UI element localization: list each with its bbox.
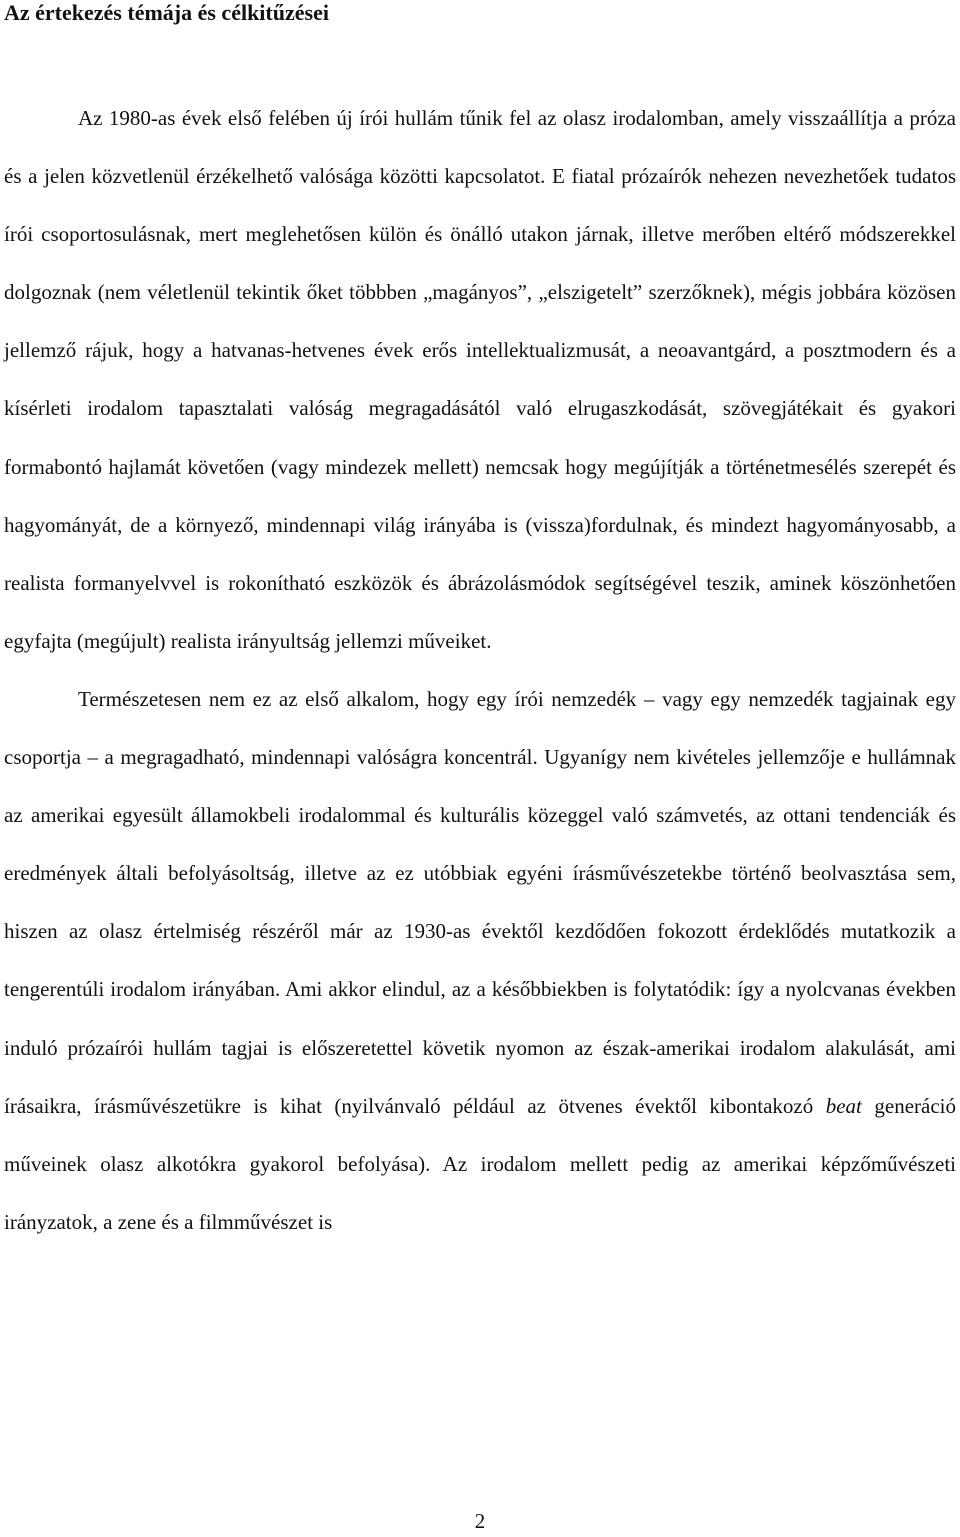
- page-number: 2: [474, 1509, 486, 1533]
- section-heading: Az értekezés témája és célkitűzései: [4, 0, 329, 25]
- italic-term: beat: [825, 1093, 862, 1118]
- paragraph-1: [4, 89, 956, 670]
- text-segment: Az 1980-as évek első felében új írói hullám tűnik fel az olasz irodalomban, amely visszaállítja a próza és a jelen közvetlenül érzékelhető valósága közötti kapcsolatot. E fiatal prózaírók nehezen nevezhetőek tudatos írói csoportosulásnak, mert meglehetősen külön és önálló utakon járnak, illetve merőben eltérő módszerekkel dolgoznak (nem véletlenül tekintik őket többben „magányos”, „elszigetelt” szerzőknek), mégis jobbára közösen jellemző rájuk, hogy a hatvanas-hetvenes évek erős intellektualizmusát, a neoavantgárd, a posztmodern és a kísérleti irodalom tapasztalati valóság megragadásától való elrugaszkodását, szövegjátékait és gyakori formabontó hajlamát követően (vagy mindezek mellett) nemcsak hogy megújítják a történetmesélés szerepét és hagyományát, de a környező, mindennapi világ irányába is (vissza)fordulnak, és mindezt hagyományosabb, a realista formanyelvvel is rokonítható eszközök és ábrázolásmódok segítségével teszik, aminek köszönhetően egyfajta (megújult) realista irányultság jellemzi műveiket.: [4, 106, 956, 653]
- body-text: [4, 89, 956, 1251]
- text-segment: Természetesen nem ez az első alkalom, hogy egy írói nemzedék – vagy egy nemzedék tagjainak egy csoportja – a megragadható, mindennapi valóságra koncentrál. Ugyanígy nem kivételes jellemzője e hullámnak az amerikai egyesült államokbeli irodalommal és kulturális közeggel való számvetés, az ottani tendenciák és eredmények általi befolyásoltság, illetve az ez utóbbiak egyéni írásművészetekbe történő beolvasztása sem, hiszen az olasz értelmiség részéről már az 1930-as évektől kezdődően fokozott érdeklődés mutatkozik a tengerentúli irodalom irányában. Ami akkor elindul, az a későbbiekben is folytatódik: így a nyolcvanas években induló prózaírói hullám tagjai is előszeretettel követik nyomon az észak-amerikai irodalom alakulását, ami írásaikra, írásművészetükre is kihat (nyilvánvaló például az ötvenes évektől kibontakozó: [4, 686, 956, 1118]
- text-segment: generáció műveinek olasz alkotókra gyakorol befolyása). Az irodalom mellett pedig az amerikai képzőművészeti irányzatok, a zene és a filmművészet is: [4, 1093, 956, 1234]
- paragraph-2: [4, 670, 956, 1251]
